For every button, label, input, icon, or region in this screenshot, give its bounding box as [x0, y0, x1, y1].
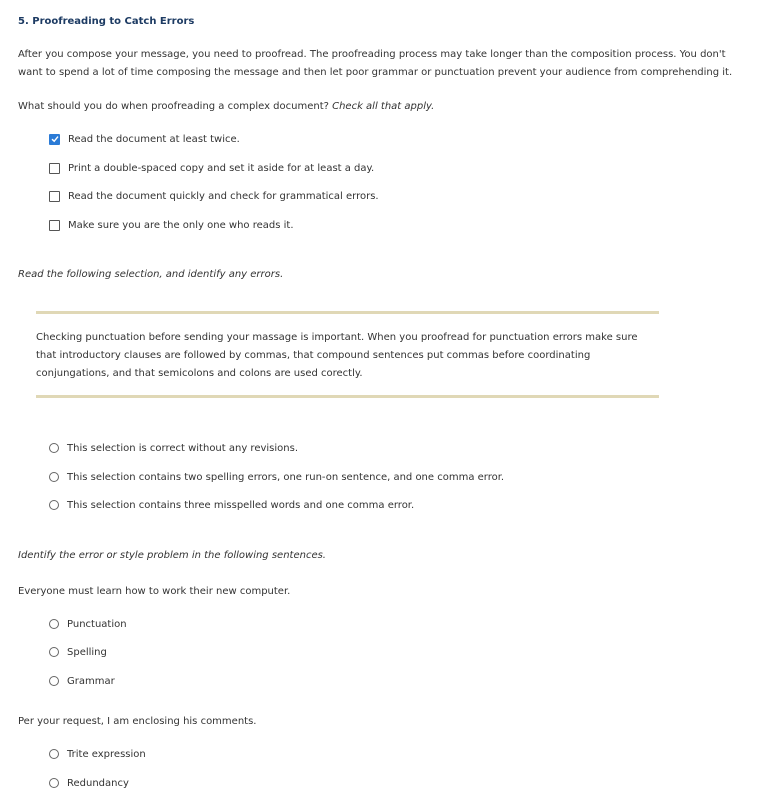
- passage-bottom-divider: [36, 395, 659, 398]
- q2-prompt: [18, 268, 283, 282]
- q1-option-4[interactable]: [49, 218, 294, 232]
- q1-option-4-label: Make sure you are the only one who reads it.: [68, 219, 294, 231]
- q3a-option-3-label: Grammar: [67, 675, 115, 687]
- q2-option-1-label: This selection is correct without any revisions.: [67, 442, 299, 454]
- checkbox-icon[interactable]: [49, 163, 60, 174]
- q3b-option-1[interactable]: [49, 747, 146, 761]
- q3a-option-2[interactable]: [49, 645, 107, 659]
- radio-icon[interactable]: [49, 749, 59, 759]
- checkbox-checked-icon[interactable]: [49, 134, 60, 145]
- q1-prompt-text: What should you do when proofreading a complex document?: [18, 101, 333, 112]
- q3-sentence-2: Per your request, I am enclosing his comments.: [18, 716, 257, 727]
- radio-icon[interactable]: [49, 619, 59, 629]
- radio-icon[interactable]: [49, 472, 59, 482]
- passage-text: Checking punctuation before sending your massage is important. When you proofread for punctuation errors make sure that introductory clauses are followed by commas, that compound sentences put commas before coordinating conjungations, and that semicolons and colons are used corectly.: [36, 332, 638, 379]
- passage-top-divider: [36, 311, 659, 314]
- q3b-option-2-label: Redundancy: [67, 777, 129, 789]
- q2-option-2-label: This selection contains two spelling errors, one run-on sentence, and one comma error.: [67, 471, 505, 483]
- q1-option-1-label: Read the document at least twice.: [68, 133, 240, 145]
- q1-option-1[interactable]: [49, 132, 240, 146]
- q3a-option-3[interactable]: [49, 674, 115, 688]
- q3a-option-1-label: Punctuation: [67, 618, 127, 630]
- radio-icon[interactable]: [49, 676, 59, 686]
- section-title: 5. Proofreading to Catch Errors: [18, 16, 195, 27]
- q2-option-2[interactable]: [49, 470, 504, 484]
- q2-prompt-text: Read the following selection, and identify any errors.: [18, 269, 284, 280]
- q3b-option-1-label: Trite expression: [67, 748, 146, 760]
- checkbox-icon[interactable]: [49, 220, 60, 231]
- checkbox-icon[interactable]: [49, 191, 60, 202]
- q3-sentence-1: Everyone must learn how to work their new computer.: [18, 586, 291, 597]
- q1-option-3-label: Read the document quickly and check for grammatical errors.: [68, 190, 379, 202]
- radio-icon[interactable]: [49, 500, 59, 510]
- intro-paragraph: After you compose your message, you need to proofread. The proofreading process may take longer than the composition process. You don't want to spend a lot of time composing the message and then let poor grammar or punctuation prevent your audience from comprehending it.: [18, 49, 733, 78]
- q1-prompt: [18, 100, 434, 114]
- q2-option-3[interactable]: [49, 498, 414, 512]
- q1-option-2[interactable]: [49, 161, 374, 175]
- q2-option-1[interactable]: [49, 441, 298, 455]
- radio-icon[interactable]: [49, 778, 59, 788]
- q3a-option-1[interactable]: [49, 617, 127, 631]
- q3-prompt: [18, 549, 326, 563]
- q1-instruction: Check all that apply.: [332, 101, 435, 112]
- q1-option-2-label: Print a double-spaced copy and set it aside for at least a day.: [68, 162, 375, 174]
- radio-icon[interactable]: [49, 443, 59, 453]
- q1-option-3[interactable]: [49, 189, 379, 203]
- q3a-option-2-label: Spelling: [67, 646, 107, 658]
- q3-prompt-text: Identify the error or style problem in the following sentences.: [18, 550, 326, 561]
- radio-icon[interactable]: [49, 647, 59, 657]
- q2-option-3-label: This selection contains three misspelled words and one comma error.: [67, 499, 415, 511]
